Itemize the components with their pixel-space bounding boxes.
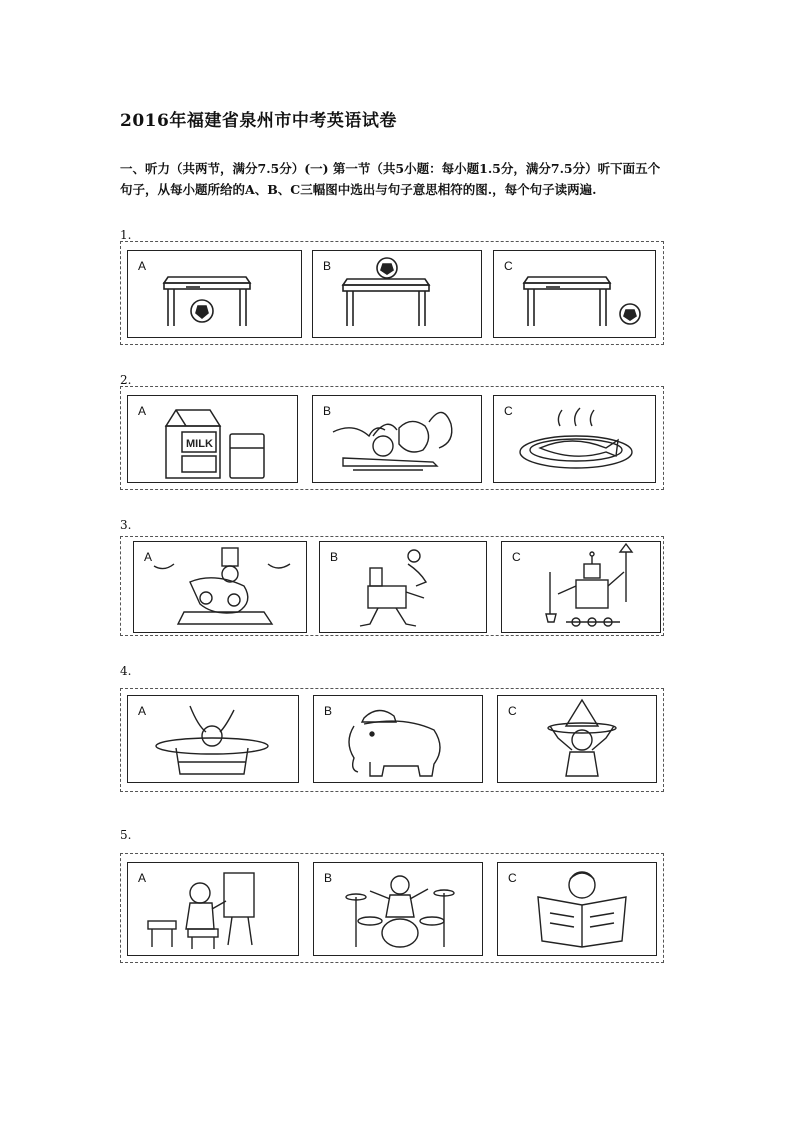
- option-letter: B: [330, 550, 339, 564]
- option-letter: B: [324, 871, 333, 885]
- option-2c[interactable]: [493, 395, 656, 483]
- robot-carrying-boy-icon: [320, 542, 488, 634]
- option-letter: A: [138, 404, 147, 418]
- robot-sweeping-icon: [502, 542, 662, 634]
- boy-painting-icon: [128, 863, 300, 957]
- question-number-5: 5.: [120, 828, 132, 842]
- robot-cooking-icon: [134, 542, 308, 634]
- question-2-options: [120, 386, 664, 490]
- question-number-3: 3.: [120, 518, 132, 532]
- boy-reading-book-icon: [498, 863, 658, 957]
- option-letter: A: [138, 259, 147, 273]
- option-2a[interactable]: [127, 395, 298, 483]
- question-4-options: [120, 688, 664, 792]
- section-instructions: 一、听力（共两节，满分7.5分）(一) 第一节（共5小题：每小题1.5分，满分7.5分）听下面五个句子，从每小题所给的A、B、C三幅图中选出与句子意思相符的图.，每个句子读两遍.: [120, 161, 661, 197]
- page-title: 2016年福建省泉州市中考英语试卷: [120, 111, 397, 131]
- ball-on-table-icon: [313, 251, 483, 339]
- vegetables-icon: [313, 396, 483, 484]
- question-5-options: [120, 853, 664, 963]
- option-3c[interactable]: [501, 541, 661, 633]
- option-5c[interactable]: [497, 862, 657, 956]
- option-5a[interactable]: [127, 862, 299, 956]
- option-1b[interactable]: [312, 250, 482, 338]
- option-5b[interactable]: [313, 862, 483, 956]
- option-4c[interactable]: [497, 695, 657, 783]
- question-number-1: 1.: [120, 228, 132, 242]
- option-letter: B: [323, 404, 332, 418]
- question-3-options: [120, 536, 664, 636]
- option-letter: C: [504, 404, 513, 418]
- option-letter: A: [144, 550, 153, 564]
- option-letter: B: [324, 704, 333, 718]
- rabbit-in-hat-icon: [128, 696, 300, 784]
- boy-in-big-hat-icon: [498, 696, 658, 784]
- option-3a[interactable]: [133, 541, 307, 633]
- milk-carton-icon: [128, 396, 299, 484]
- option-4a[interactable]: [127, 695, 299, 783]
- question-number-4: 4.: [120, 664, 132, 678]
- option-letter: C: [504, 259, 513, 273]
- option-letter: A: [138, 704, 147, 718]
- option-2b[interactable]: [312, 395, 482, 483]
- milk-carton-label: MILK: [186, 438, 213, 450]
- option-letter: C: [508, 871, 517, 885]
- option-letter: C: [508, 704, 517, 718]
- option-letter: A: [138, 871, 147, 885]
- option-3b[interactable]: [319, 541, 487, 633]
- ball-under-table-icon: [128, 251, 303, 339]
- option-letter: B: [323, 259, 332, 273]
- question-number-2: 2.: [120, 373, 132, 387]
- option-4b[interactable]: [313, 695, 483, 783]
- option-1c[interactable]: [493, 250, 656, 338]
- question-1-options: [120, 241, 664, 345]
- option-1a[interactable]: [127, 250, 302, 338]
- ball-beside-table-icon: [494, 251, 657, 339]
- boy-playing-drums-icon: [314, 863, 484, 957]
- fish-on-plate-icon: [494, 396, 657, 484]
- elephant-with-hat-icon: [314, 696, 484, 784]
- option-letter: C: [512, 550, 521, 564]
